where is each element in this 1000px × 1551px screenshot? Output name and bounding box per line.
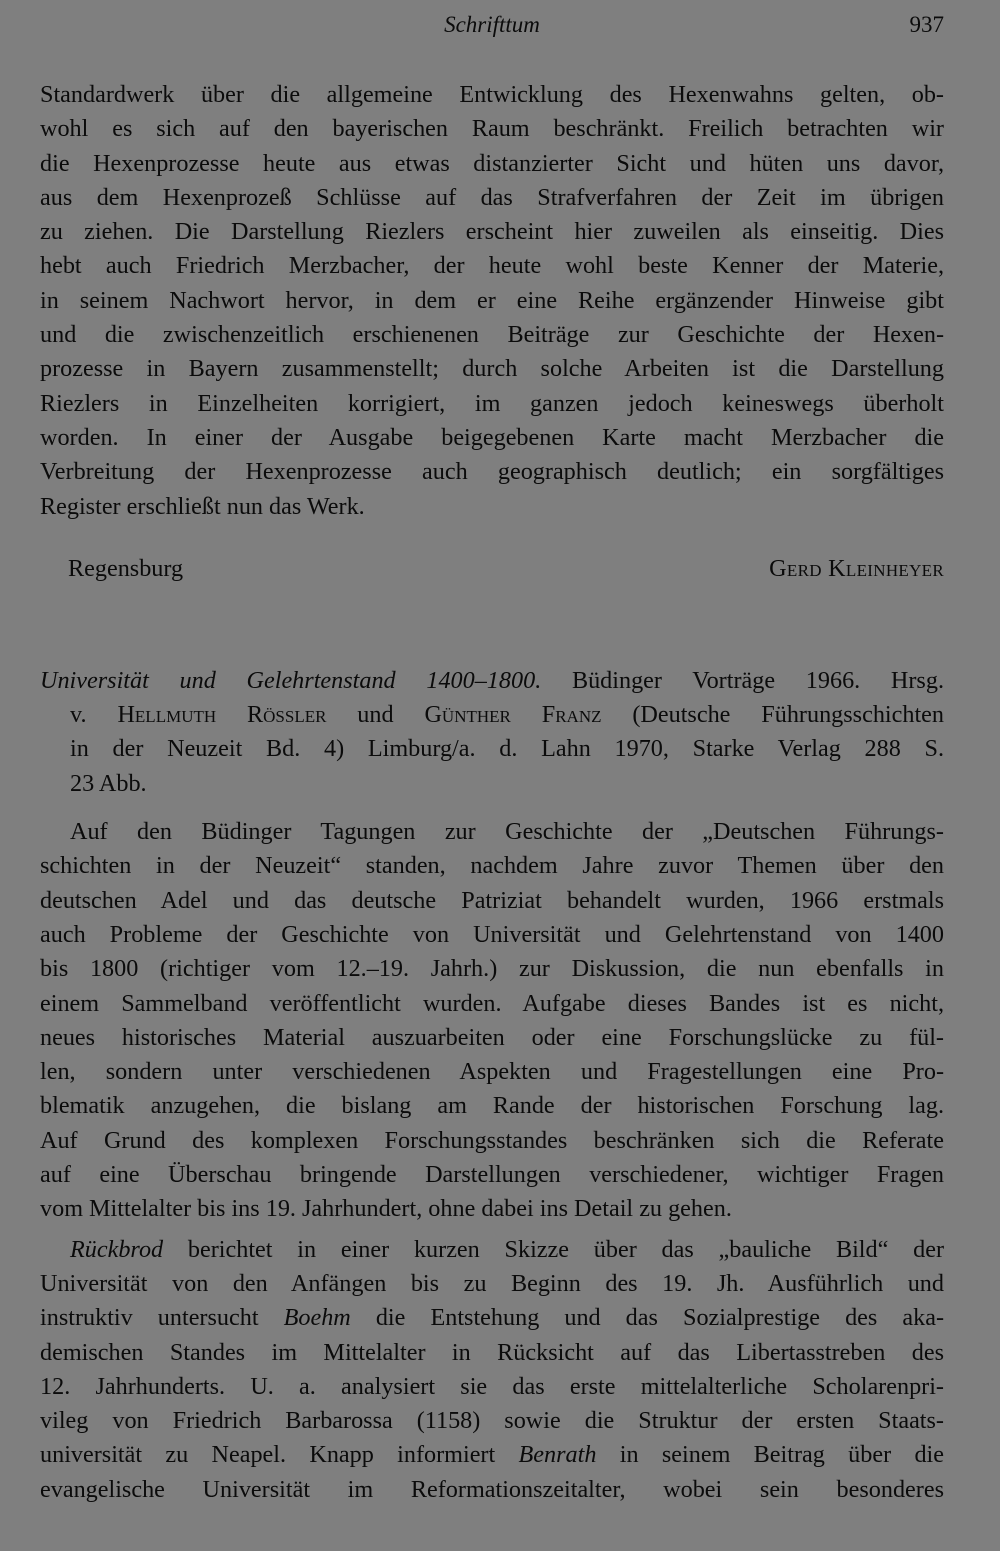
header-line-2-rest: (Deutsche Führungsschichten — [601, 701, 945, 729]
text-line: Register erschließt nun das Werk. — [40, 492, 365, 520]
text-segment: universität zu Neapel. Knapp informiert — [40, 1441, 519, 1469]
signature-place: Regensburg — [68, 554, 184, 582]
text-line: einem Sammelband veröffentlicht wurden. Aufgabe dieses Bandes ist es nicht, — [40, 989, 944, 1017]
author-name-boehm: Boehm — [283, 1304, 351, 1332]
text-line: 12. Jahrhunderts. U. a. analysiert sie das erste mittelalterliche Scholarenpri- — [40, 1372, 944, 1400]
review-bibliographic-header — [40, 664, 944, 801]
text-line: len, sondern unter verschiedenen Aspekten und Fragestellungen eine Pro- — [40, 1058, 944, 1086]
text-line: aus dem Hexenprozeß Schlüsse auf das Strafverfahren der Zeit im übrigen — [40, 183, 944, 211]
editor-1: Hellmuth Rössler — [117, 701, 327, 729]
header-line-3: in der Neuzeit Bd. 4) Limburg/a. d. Lahn 1970, Starke Verlag 288 S. — [70, 735, 944, 763]
signature-author: Gerd Kleinheyer — [769, 554, 944, 582]
author-name-benrath: Benrath — [518, 1441, 597, 1469]
continuation-paragraph — [40, 78, 944, 524]
text-line: Auf Grund des komplexen Forschungsstandes beschränken sich die Referate — [40, 1126, 944, 1154]
text-line: Universität von den Anfängen bis zu Beginn des 19. Jh. Ausführlich und — [40, 1269, 944, 1297]
text-line — [40, 1301, 944, 1335]
text-line: auch Probleme der Geschichte von Universität und Gelehrtenstand von 1400 — [40, 920, 944, 948]
text-segment: berichtet in einer kurzen Skizze über das „bauliche Bild“ der — [163, 1235, 944, 1263]
text-line: die Hexenprozesse heute aus etwas distanzierter Sicht und hüten uns davor, — [40, 149, 944, 177]
author-name-rueckbrod: Rückbrod — [70, 1235, 164, 1263]
running-head — [40, 10, 944, 46]
text-line: in seinem Nachwort hervor, in dem er eine Reihe ergänzender Hinweise gibt — [40, 286, 944, 314]
text-line: und die zwischenzeitlich erschienenen Beiträge zur Geschichte der Hexen- — [40, 321, 944, 349]
review-signature — [40, 552, 944, 586]
editor-2: Günther Franz — [424, 701, 602, 729]
text-line: bis 1800 (richtiger vom 12.–19. Jahrh.) zur Diskussion, die nun ebenfalls in — [40, 955, 944, 983]
header-line-2 — [40, 698, 944, 732]
text-segment: instruktiv untersucht — [40, 1304, 284, 1332]
body-paragraph-1 — [40, 815, 944, 1227]
book-title: Universität und Gelehrtenstand 1400–1800. — [40, 666, 542, 694]
running-head-title: Schrifttum — [444, 12, 540, 37]
text-line: Verbreitung der Hexenprozesse auch geographisch deutlich; ein sorgfältiges — [40, 458, 944, 486]
text-line: auf eine Überschau bringende Darstellungen verschiedener, wichtiger Fragen — [40, 1161, 944, 1189]
page-number: 937 — [909, 12, 944, 37]
text-line: deutschen Adel und das deutsche Patriziat behandelt wurden, 1966 erstmals — [40, 886, 944, 914]
text-line: vileg von Friedrich Barbarossa (1158) sowie die Struktur der ersten Staats- — [40, 1407, 944, 1435]
text-line: Standardwerk über die allgemeine Entwicklung des Hexenwahns gelten, ob- — [40, 81, 944, 108]
header-line-1-rest: Büdinger Vorträge 1966. Hrsg. — [541, 666, 944, 694]
text-line: prozesse in Bayern zusammenstellt; durch solche Arbeiten ist die Darstellung — [40, 355, 944, 383]
text-segment: in seinem Beitrag über die — [596, 1441, 944, 1469]
text-line: blematik anzugehen, die bislang am Rande der historischen Forschung lag. — [40, 1092, 944, 1120]
text-line: Auf den Büdinger Tagungen zur Geschichte der „Deutschen Führungs- — [70, 818, 944, 846]
text-segment: die Entstehung und das Sozialprestige des aka- — [350, 1304, 944, 1332]
header-line-2-prefix: v. — [70, 701, 118, 729]
text-line — [40, 1438, 944, 1472]
text-line: zu ziehen. Die Darstellung Riezlers erscheint hier zuweilen als einseitig. Dies — [40, 218, 944, 246]
text-line: neues historisches Material auszuarbeiten oder eine Forschungslücke zu fül- — [40, 1023, 944, 1051]
text-line: worden. In einer der Ausgabe beigegebenen Karte macht Merzbacher die — [40, 423, 944, 451]
header-line-1 — [40, 664, 944, 698]
text-line: evangelische Universität im Reformationszeitalter, wobei sein besonderes — [40, 1475, 944, 1503]
header-line-4: 23 Abb. — [70, 769, 147, 797]
body-paragraph-2 — [40, 1233, 944, 1507]
header-line-2-mid: und — [326, 701, 425, 729]
text-line: hebt auch Friedrich Merzbacher, der heute wohl beste Kenner der Materie, — [40, 252, 944, 280]
text-line: schichten in der Neuzeit“ standen, nachdem Jahre zuvor Themen über den — [40, 852, 944, 880]
text-line: wohl es sich auf den bayerischen Raum beschränkt. Freilich betrachten wir — [40, 115, 944, 143]
text-line: vom Mittelalter bis ins 19. Jahrhundert, ohne dabei ins Detail zu gehen. — [40, 1195, 732, 1223]
document-page — [40, 10, 944, 1507]
text-line: Riezlers in Einzelheiten korrigiert, im ganzen jedoch keineswegs überholt — [40, 389, 944, 417]
text-line: demischen Standes im Mittelalter in Rücksicht auf das Libertasstreben des — [40, 1338, 944, 1366]
text-line — [40, 1233, 944, 1267]
